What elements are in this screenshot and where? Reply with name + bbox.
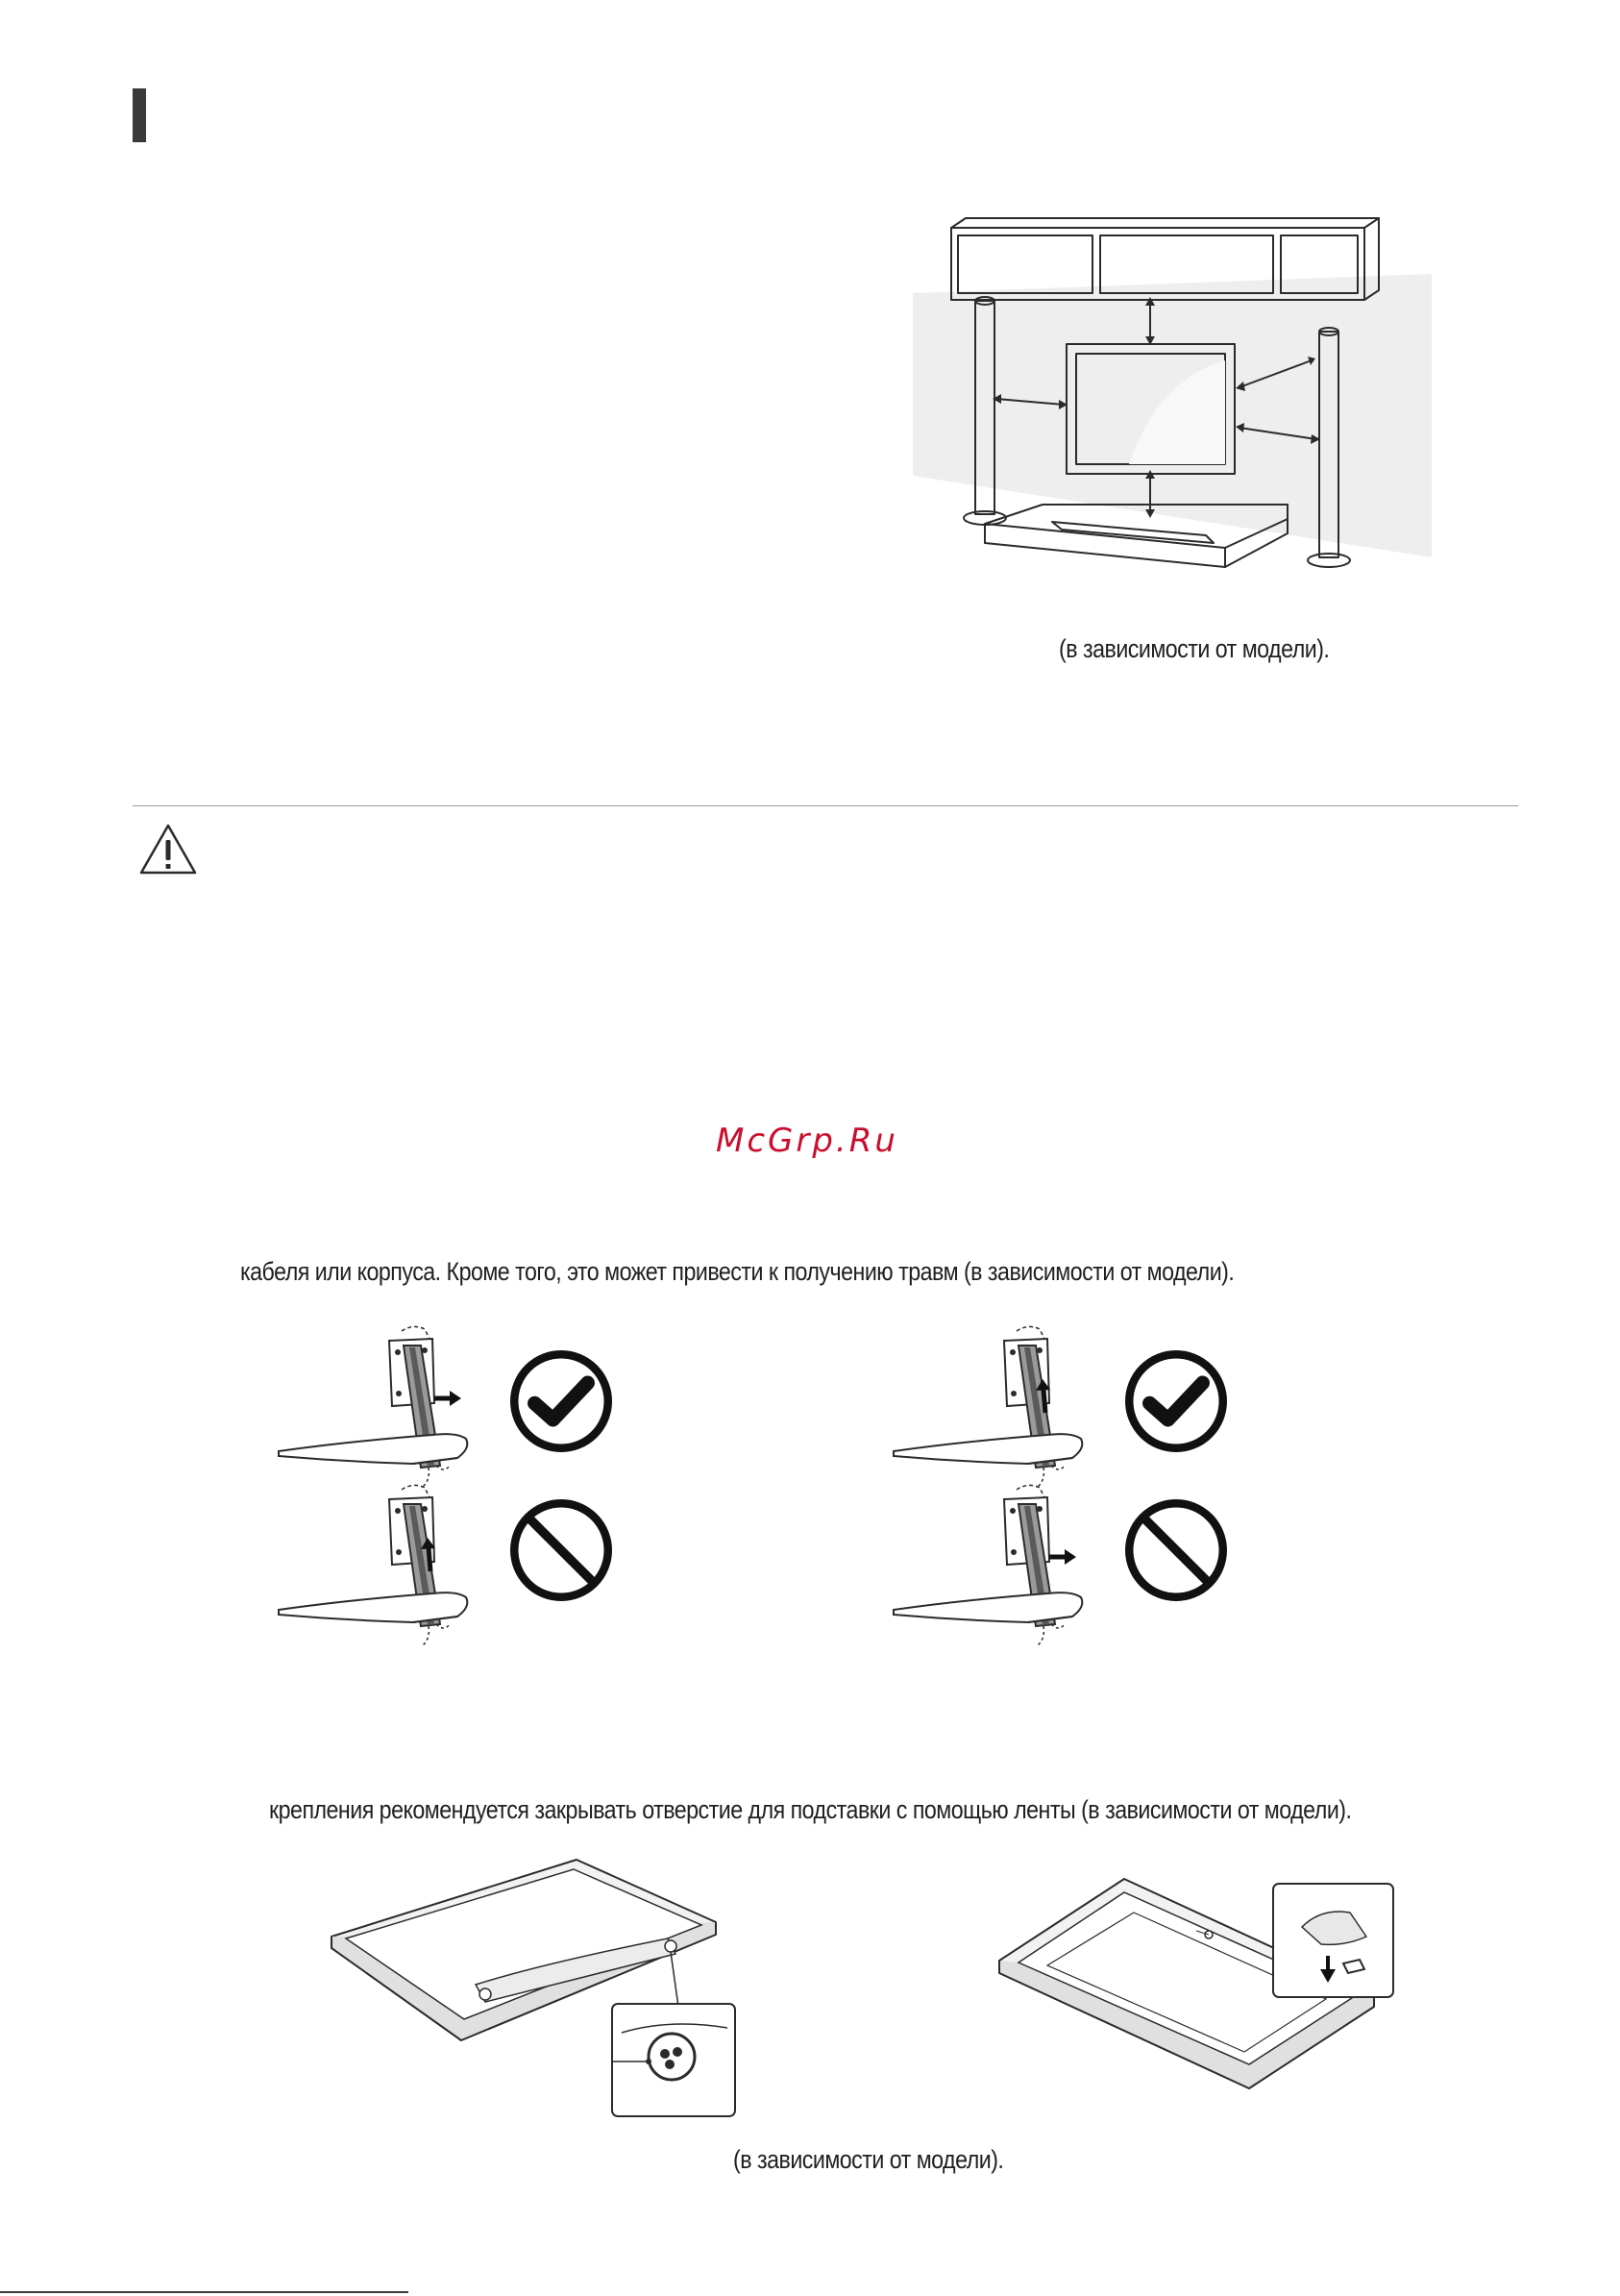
watermark: McGrp.Ru [716,1122,898,1160]
tape-instruction-text: крепления рекомендуется закрывать отверстие для подставки с помощью ленты (в зависимости от модели). [269,1795,1352,1824]
cable-diagram-left-incorrect [269,1480,480,1653]
cable-diagram-right-incorrect [884,1480,1095,1653]
stand-hole-zoom-detail [612,2004,735,2116]
check-circle-icon [1125,1350,1227,1452]
tv-back-tape-illustration [990,1869,1393,2110]
prohibited-circle-icon [510,1499,612,1601]
footer-rule [0,2291,408,2293]
bottom-caption: (в зависимости от модели). [733,2145,1004,2174]
cable-warning-text: кабеля или корпуса. Кроме того, это может привести к получению травм (в зависимости от модели). [240,1257,1235,1286]
cable-diagram-left-correct [269,1321,480,1494]
caution-triangle-icon [138,823,198,876]
check-circle-icon [510,1350,612,1452]
prohibited-circle-icon [1125,1499,1227,1601]
section-marker [133,88,146,142]
cable-diagram-right-correct [884,1321,1095,1494]
section-divider [133,805,1518,806]
tv-clearance-illustration [908,216,1446,596]
installation-caption: (в зависимости от модели). [1059,634,1330,663]
